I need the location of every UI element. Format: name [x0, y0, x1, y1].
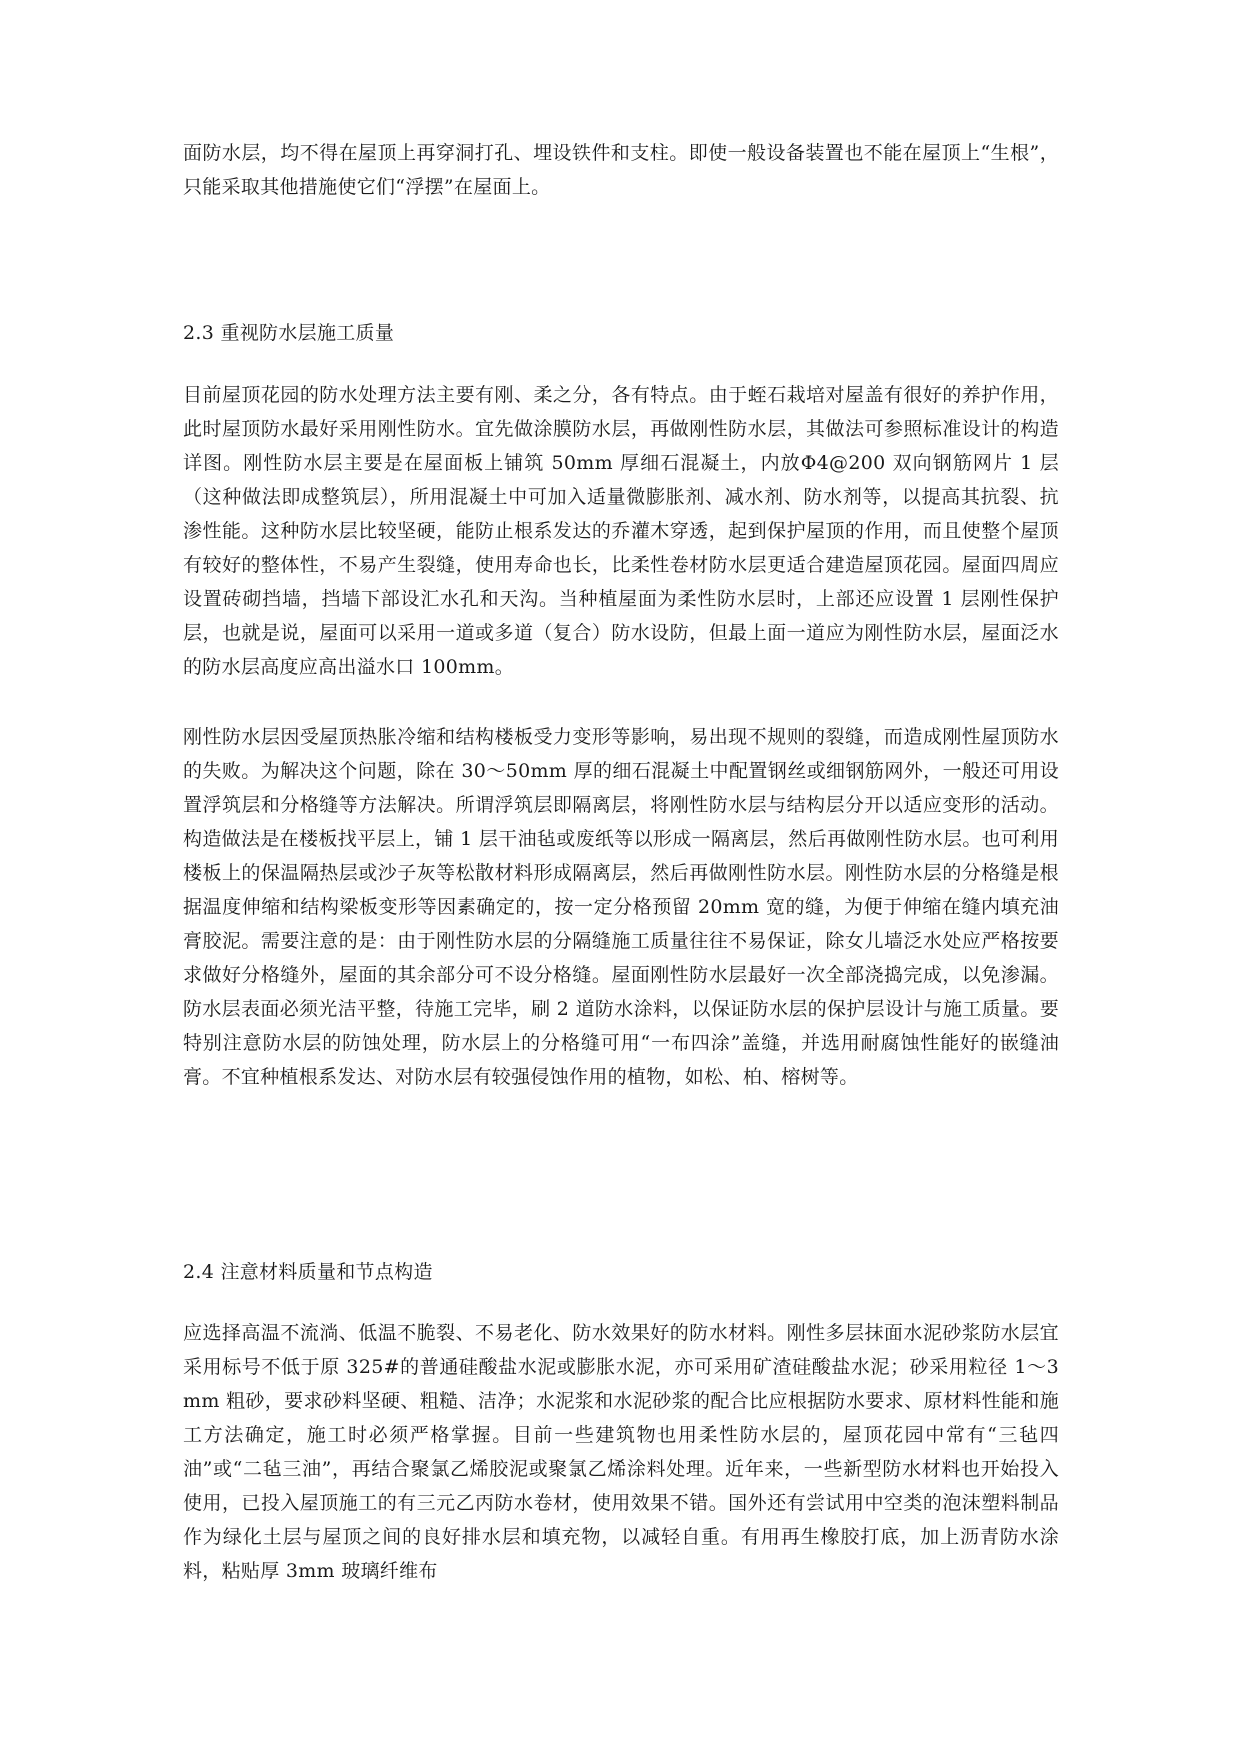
section-2-3-heading: 2.3 重视防水层施工质量 — [183, 322, 395, 344]
intro-paragraph: 面防水层，均不得在屋顶上再穿洞打孔、埋设铁件和支柱。即使一般设备装置也不能在屋顶上“生根”，只能采取其他措施使它们“浮摆”在屋面上。 — [183, 142, 1059, 198]
section-2-4-paragraph-1: 应选择高温不流淌、低温不脆裂、不易老化、防水效果好的防水材料。刚性多层抹面水泥砂浆防水层宜采用标号不低于原 325#的普通硅酸盐水泥或膨胀水泥，亦可采用矿渣硅酸盐水泥；砂采用粒径 1～3mm 粗砂，要求砂料坚硬、粗糙、洁净；水泥浆和水泥砂浆的配合比应根据防水要求、原材料性能和施工方法确定，施工时必须严格掌握。目前一些建筑物也用柔性防水层的，屋顶花园中常有“三毡四油”或“二毡三油”，再结合聚氯乙烯胶泥或聚氯乙烯涂料处理。近年来，一些新型防水材料也开始投入使用，已投入屋顶施工的有三元乙丙防水卷材，使用效果不错。国外还有尝试用中空类的泡沫塑料制品作为绿化土层与屋顶之间的良好排水层和填充物，以减轻自重。有用再生橡胶打底，加上沥青防水涂料，粘贴厚 3mm 玻璃纤维布 — [183, 1322, 1059, 1582]
section-2-4-heading: 2.4 注意材料质量和节点构造 — [183, 1261, 433, 1283]
section-2-3-paragraph-1: 目前屋顶花园的防水处理方法主要有刚、柔之分，各有特点。由于蛭石栽培对屋盖有很好的养护作用，此时屋顶防水最好采用刚性防水。宜先做涂膜防水层，再做刚性防水层，其做法可参照标准设计的构造详图。刚性防水层主要是在屋面板上铺筑 50mm 厚细石混凝土，内放Φ4@200 双向钢筋网片 1 层（这种做法即成整筑层），所用混凝土中可加入适量微膨胀剂、减水剂、防水剂等，以提高其抗裂、抗渗性能。这种防水层比较坚硬，能防止根系发达的乔灌木穿透，起到保护屋顶的作用，而且使整个屋顶有较好的整体性，不易产生裂缝，使用寿命也长，比柔性卷材防水层更适合建造屋顶花园。屋面四周应设置砖砌挡墙，挡墙下部设汇水孔和天沟。当种植屋面为柔性防水层时，上部还应设置 1 层刚性保护层，也就是说，屋面可以采用一道或多道（复合）防水设防，但最上面一道应为刚性防水层，屋面泛水的防水层高度应高出溢水口 100mm。 — [183, 384, 1059, 678]
section-2-3-paragraph-2: 刚性防水层因受屋顶热胀冷缩和结构楼板受力变形等影响，易出现不规则的裂缝，而造成刚性屋顶防水的失败。为解决这个问题，除在 30～50mm 厚的细石混凝土中配置钢丝或细钢筋网外，一般还可用设置浮筑层和分格缝等方法解决。所谓浮筑层即隔离层，将刚性防水层与结构层分开以适应变形的活动。构造做法是在楼板找平层上，铺 1 层干油毡或废纸等以形成一隔离层，然后再做刚性防水层。也可利用楼板上的保温隔热层或沙子灰等松散材料形成隔离层，然后再做刚性防水层。刚性防水层的分格缝是根据温度伸缩和结构梁板变形等因素确定的，按一定分格预留 20mm 宽的缝，为便于伸缩在缝内填充油膏胶泥。需要注意的是：由于刚性防水层的分隔缝施工质量往往不易保证，除女儿墙泛水处应严格按要求做好分格缝外，屋面的其余部分可不设分格缝。屋面刚性防水层最好一次全部浇捣完成，以免渗漏。防水层表面必须光洁平整，待施工完毕，刷 2 道防水涂料，以保证防水层的保护层设计与施工质量。要特别注意防水层的防蚀处理，防水层上的分格缝可用“一布四涂”盖缝，并选用耐腐蚀性能好的嵌缝油膏。不宜种植根系发达、对防水层有较强侵蚀作用的植物，如松、柏、榕树等。 — [183, 726, 1059, 1088]
